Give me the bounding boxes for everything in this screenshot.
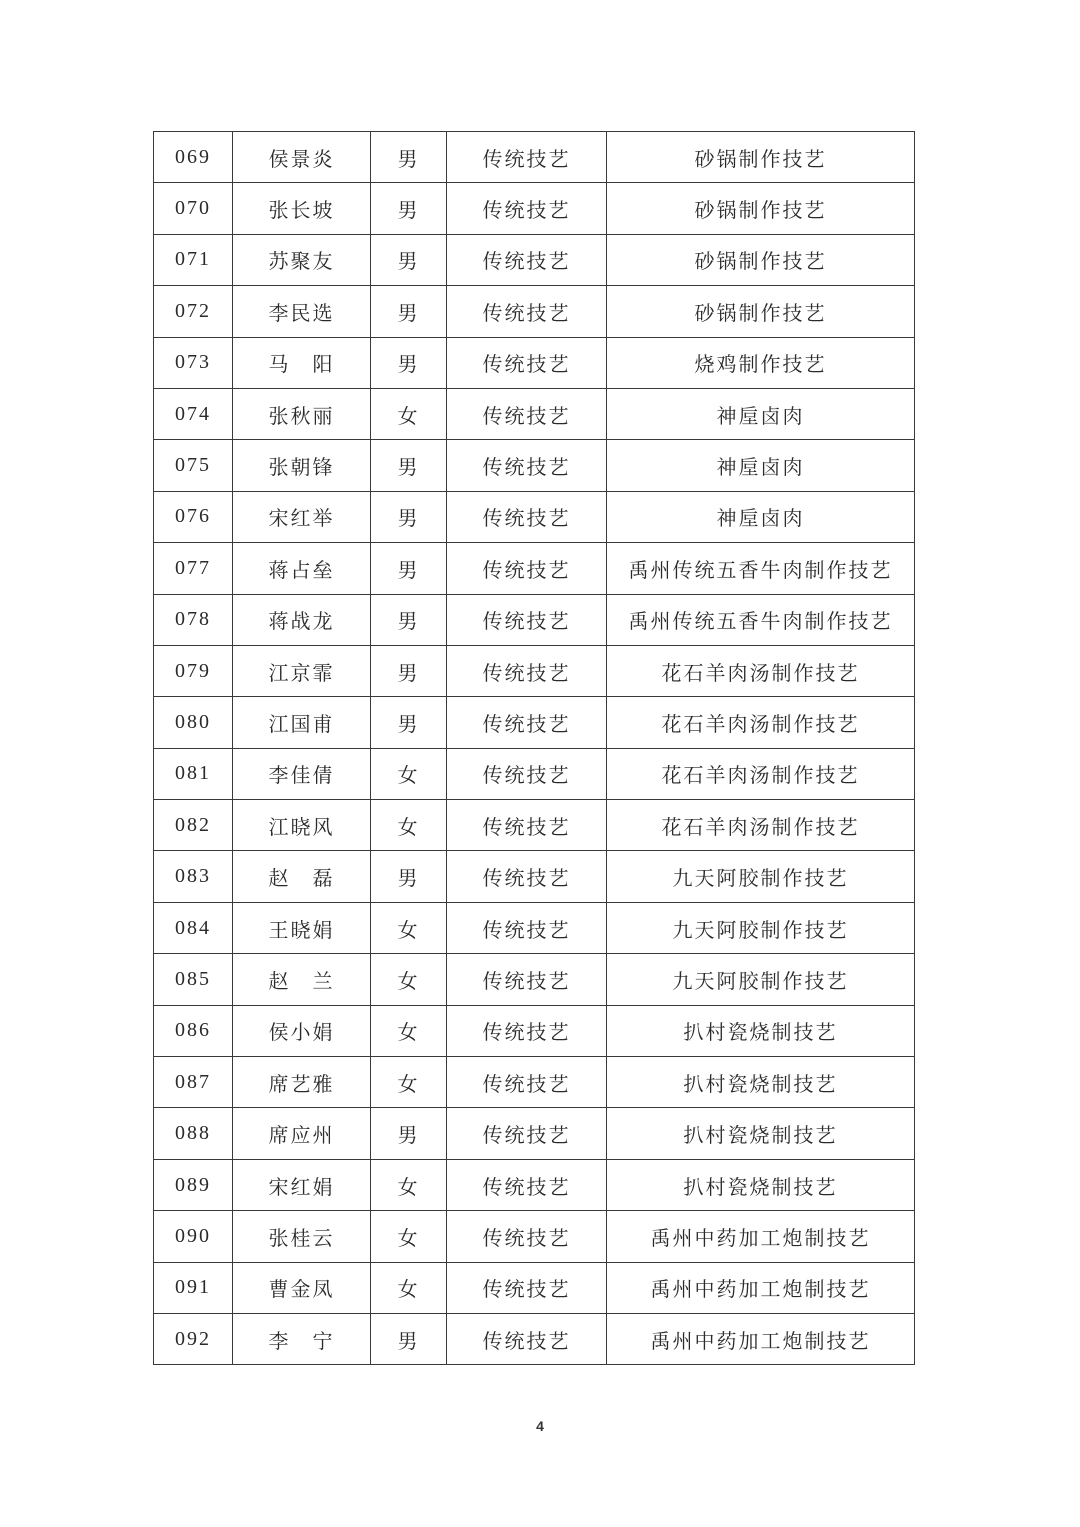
row-number: 089 <box>154 1159 233 1210</box>
project-category: 传统技艺 <box>447 132 607 183</box>
project-category: 传统技艺 <box>447 748 607 799</box>
project-name: 花石羊肉汤制作技艺 <box>607 748 915 799</box>
table-row <box>154 748 915 799</box>
project-name: 扒村瓷烧制技艺 <box>607 1005 915 1056</box>
inheritor-sex: 女 <box>371 954 447 1005</box>
table-row <box>154 132 915 183</box>
project-name: 扒村瓷烧制技艺 <box>607 1159 915 1210</box>
inheritor-name: 江晓风 <box>233 800 371 851</box>
row-number: 076 <box>154 491 233 542</box>
project-category: 传统技艺 <box>447 183 607 234</box>
project-category: 传统技艺 <box>447 902 607 953</box>
project-name: 花石羊肉汤制作技艺 <box>607 800 915 851</box>
row-number: 082 <box>154 800 233 851</box>
project-name: 九天阿胶制作技艺 <box>607 954 915 1005</box>
project-name: 花石羊肉汤制作技艺 <box>607 697 915 748</box>
row-number: 077 <box>154 543 233 594</box>
row-number: 073 <box>154 337 233 388</box>
table-row <box>154 1211 915 1262</box>
project-name: 禹州传统五香牛肉制作技艺 <box>607 594 915 645</box>
project-category: 传统技艺 <box>447 1262 607 1313</box>
table-row <box>154 1005 915 1056</box>
project-category: 传统技艺 <box>447 440 607 491</box>
table-row <box>154 645 915 696</box>
project-name: 砂锅制作技艺 <box>607 286 915 337</box>
row-number: 087 <box>154 1057 233 1108</box>
project-category: 传统技艺 <box>447 286 607 337</box>
row-number: 079 <box>154 645 233 696</box>
project-category: 传统技艺 <box>447 594 607 645</box>
inheritor-name: 席艺雅 <box>233 1057 371 1108</box>
inheritor-name: 张秋丽 <box>233 388 371 439</box>
row-number: 078 <box>154 594 233 645</box>
table-row <box>154 902 915 953</box>
project-name: 禹州中药加工炮制技艺 <box>607 1313 915 1364</box>
row-number: 069 <box>154 132 233 183</box>
table-row <box>154 337 915 388</box>
project-name: 砂锅制作技艺 <box>607 234 915 285</box>
project-category: 传统技艺 <box>447 697 607 748</box>
project-category: 传统技艺 <box>447 645 607 696</box>
table-row <box>154 800 915 851</box>
inheritor-name: 江京霏 <box>233 645 371 696</box>
inheritor-sex: 女 <box>371 1005 447 1056</box>
project-category: 传统技艺 <box>447 388 607 439</box>
project-category: 传统技艺 <box>447 1159 607 1210</box>
inheritor-name: 宋红娟 <box>233 1159 371 1210</box>
inheritor-name: 苏聚友 <box>233 234 371 285</box>
table-body <box>154 132 915 1365</box>
project-name: 九天阿胶制作技艺 <box>607 851 915 902</box>
inheritor-sex: 女 <box>371 902 447 953</box>
table-row <box>154 1262 915 1313</box>
project-category: 传统技艺 <box>447 954 607 1005</box>
table-row <box>154 697 915 748</box>
row-number: 092 <box>154 1313 233 1364</box>
table-row <box>154 491 915 542</box>
inheritor-sex: 男 <box>371 337 447 388</box>
project-name: 花石羊肉汤制作技艺 <box>607 645 915 696</box>
project-name: 扒村瓷烧制技艺 <box>607 1108 915 1159</box>
inheritor-sex: 女 <box>371 748 447 799</box>
inheritor-name: 蒋战龙 <box>233 594 371 645</box>
table-row <box>154 286 915 337</box>
row-number: 086 <box>154 1005 233 1056</box>
inheritor-sex: 男 <box>371 594 447 645</box>
project-name: 砂锅制作技艺 <box>607 183 915 234</box>
inheritor-name: 曹金凤 <box>233 1262 371 1313</box>
table-row <box>154 234 915 285</box>
table-row <box>154 594 915 645</box>
inheritor-sex: 男 <box>371 543 447 594</box>
inheritor-sex: 女 <box>371 388 447 439</box>
project-name: 九天阿胶制作技艺 <box>607 902 915 953</box>
inheritor-name: 赵 兰 <box>233 954 371 1005</box>
table-row <box>154 1057 915 1108</box>
inheritor-sex: 男 <box>371 234 447 285</box>
project-category: 传统技艺 <box>447 1057 607 1108</box>
row-number: 085 <box>154 954 233 1005</box>
project-category: 传统技艺 <box>447 234 607 285</box>
inheritor-name: 王晓娟 <box>233 902 371 953</box>
project-name: 神垕卤肉 <box>607 491 915 542</box>
project-category: 传统技艺 <box>447 1313 607 1364</box>
inheritor-sex: 男 <box>371 697 447 748</box>
inheritor-name: 张桂云 <box>233 1211 371 1262</box>
row-number: 074 <box>154 388 233 439</box>
row-number: 084 <box>154 902 233 953</box>
inheritor-name: 席应州 <box>233 1108 371 1159</box>
table-row <box>154 543 915 594</box>
inheritor-sex: 女 <box>371 800 447 851</box>
row-number: 081 <box>154 748 233 799</box>
inheritor-sex: 男 <box>371 132 447 183</box>
inheritor-name: 江国甫 <box>233 697 371 748</box>
inheritor-sex: 男 <box>371 1313 447 1364</box>
inheritor-sex: 男 <box>371 1108 447 1159</box>
project-category: 传统技艺 <box>447 1005 607 1056</box>
project-name: 神垕卤肉 <box>607 440 915 491</box>
inheritor-name: 侯小娟 <box>233 1005 371 1056</box>
inheritor-name: 张朝锋 <box>233 440 371 491</box>
project-name: 禹州中药加工炮制技艺 <box>607 1211 915 1262</box>
table-row <box>154 1159 915 1210</box>
project-name: 神垕卤肉 <box>607 388 915 439</box>
inheritor-table <box>153 131 915 1365</box>
project-category: 传统技艺 <box>447 543 607 594</box>
inheritor-name: 李民选 <box>233 286 371 337</box>
inheritor-sex: 女 <box>371 1262 447 1313</box>
table-row <box>154 1108 915 1159</box>
inheritor-sex: 男 <box>371 183 447 234</box>
table-row <box>154 851 915 902</box>
inheritor-name: 宋红举 <box>233 491 371 542</box>
project-name: 烧鸡制作技艺 <box>607 337 915 388</box>
project-name: 禹州传统五香牛肉制作技艺 <box>607 543 915 594</box>
row-number: 075 <box>154 440 233 491</box>
project-category: 传统技艺 <box>447 1211 607 1262</box>
inheritor-name: 赵 磊 <box>233 851 371 902</box>
row-number: 072 <box>154 286 233 337</box>
inheritor-name: 马 阳 <box>233 337 371 388</box>
project-category: 传统技艺 <box>447 1108 607 1159</box>
inheritor-sex: 女 <box>371 1159 447 1210</box>
project-category: 传统技艺 <box>447 337 607 388</box>
project-category: 传统技艺 <box>447 800 607 851</box>
inheritor-sex: 男 <box>371 851 447 902</box>
inheritor-name: 侯景炎 <box>233 132 371 183</box>
table-row <box>154 1313 915 1364</box>
inheritor-sex: 男 <box>371 491 447 542</box>
table-row <box>154 954 915 1005</box>
row-number: 091 <box>154 1262 233 1313</box>
table-row <box>154 388 915 439</box>
inheritor-sex: 男 <box>371 440 447 491</box>
project-category: 传统技艺 <box>447 851 607 902</box>
inheritor-sex: 男 <box>371 286 447 337</box>
page-number: 4 <box>536 1418 544 1434</box>
project-name: 砂锅制作技艺 <box>607 132 915 183</box>
inheritor-sex: 女 <box>371 1057 447 1108</box>
row-number: 088 <box>154 1108 233 1159</box>
row-number: 083 <box>154 851 233 902</box>
project-name: 禹州中药加工炮制技艺 <box>607 1262 915 1313</box>
row-number: 090 <box>154 1211 233 1262</box>
inheritor-sex: 女 <box>371 1211 447 1262</box>
inheritor-name: 李 宁 <box>233 1313 371 1364</box>
inheritor-name: 张长坡 <box>233 183 371 234</box>
row-number: 071 <box>154 234 233 285</box>
inheritor-name: 蒋占垒 <box>233 543 371 594</box>
project-name: 扒村瓷烧制技艺 <box>607 1057 915 1108</box>
row-number: 080 <box>154 697 233 748</box>
table-row <box>154 440 915 491</box>
project-category: 传统技艺 <box>447 491 607 542</box>
inheritor-sex: 男 <box>371 645 447 696</box>
row-number: 070 <box>154 183 233 234</box>
table-row <box>154 183 915 234</box>
inheritor-name: 李佳倩 <box>233 748 371 799</box>
